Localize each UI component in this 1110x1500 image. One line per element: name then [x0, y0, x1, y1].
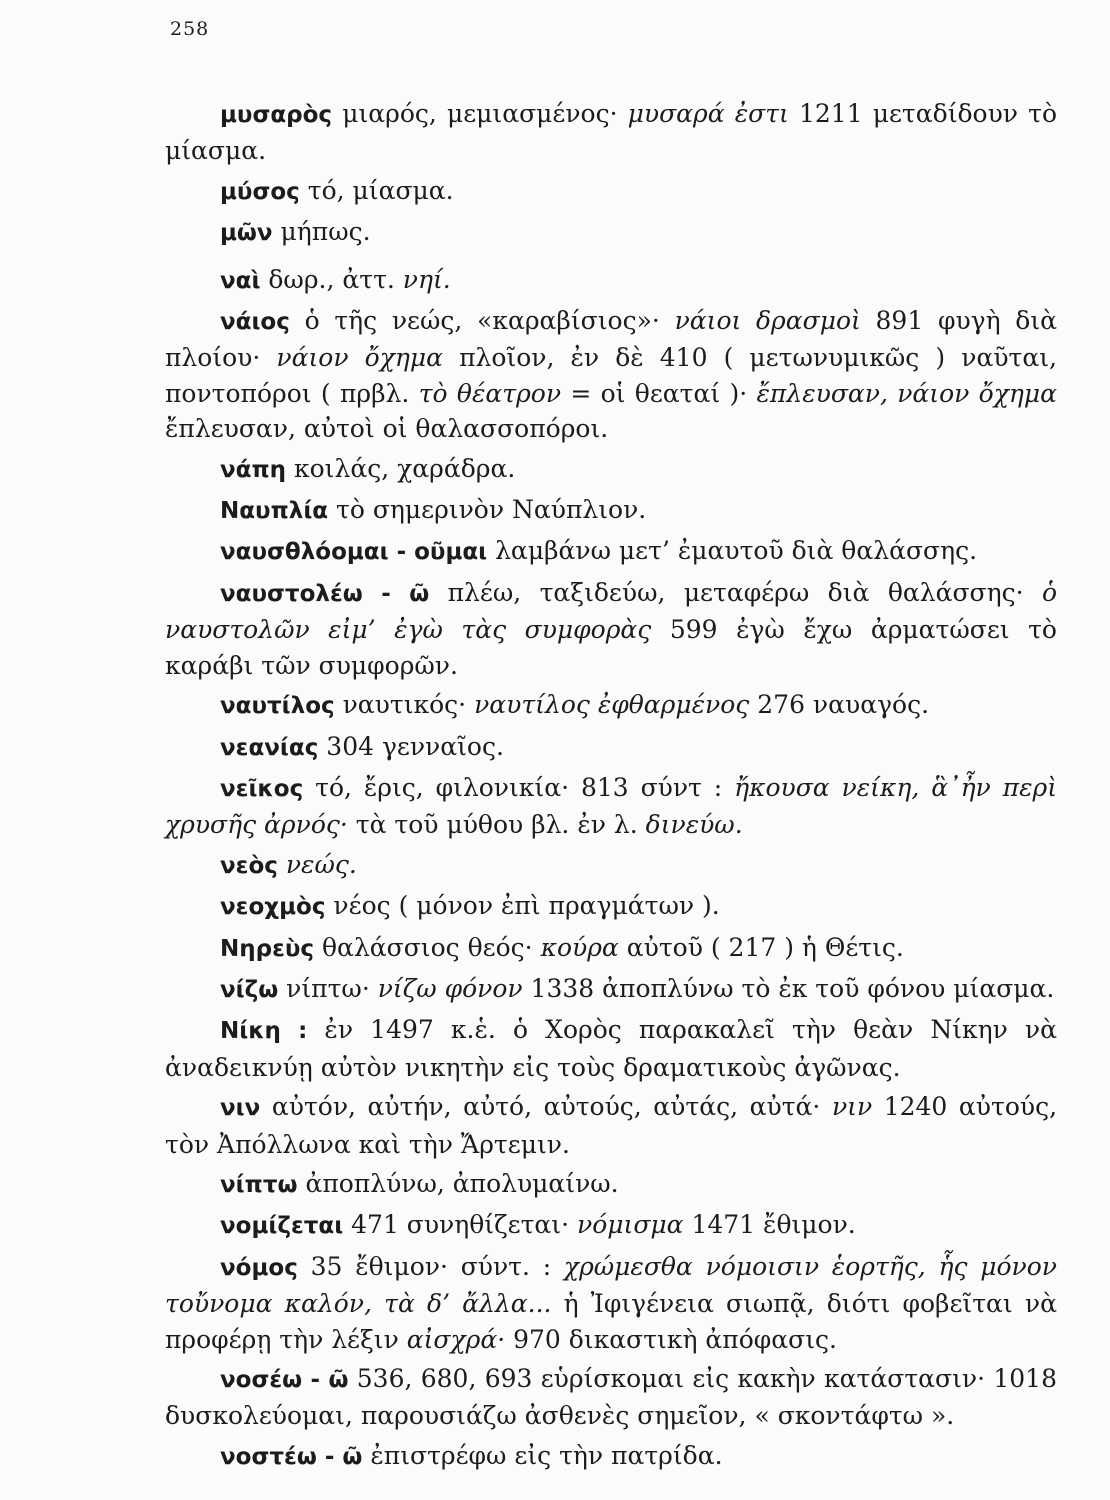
dictionary-entry: [165, 971, 1057, 1008]
entry-headword: νεοχμὸς: [220, 894, 326, 921]
entry-definition-text: λαμβάνω μετ’ ἐμαυτοῦ διὰ θαλάσσης.: [487, 536, 978, 566]
entry-definition-text: θαλάσσιος θεός·: [314, 932, 541, 962]
dictionary-entry: [165, 687, 1057, 724]
entry-headword: μῶν: [220, 220, 273, 247]
dictionary-entry: [165, 1207, 1057, 1244]
dictionary-entry: [165, 729, 1057, 766]
entry-definition-text: νίπτω·: [278, 973, 378, 1003]
entry-definition-text: 536, 680, 693 εὑρίσκομαι εἰς κακὴν κατάστασιν· 1018 δυσκολεύομαι, παρουσιάζω ἀσθενὲς σημεῖον, « σκοντάφτω ».: [165, 1364, 1057, 1431]
entry-definition-text: αὐτοῦ ( 217 ) ἡ Θέτις.: [618, 932, 904, 962]
entry-definition-text: τό, ἔρις, φιλονικία· 813 σύντ :: [303, 772, 735, 802]
entry-quotation: νεώς.: [285, 849, 357, 879]
entry-definition-text: δωρ., ἀττ.: [260, 264, 403, 294]
entry-quotation: νιν: [831, 1092, 873, 1122]
entry-definition-text: ναυτικός·: [334, 690, 475, 720]
dictionary-entry: [165, 173, 1057, 210]
entry-headword: ναὶ: [220, 267, 261, 294]
entry-headword: νοστέω - ῶ: [220, 1443, 363, 1470]
entry-definition-text: πλέω, ταξιδεύω, μεταφέρω διὰ θαλάσσης·: [429, 577, 1042, 607]
dictionary-entry: [165, 770, 1057, 843]
entry-quotation: κούρα: [540, 932, 619, 962]
dictionary-entry: [165, 1089, 1057, 1162]
entry-definition-text: ἀποπλύνω, ἀπολυμαίνω.: [297, 1168, 619, 1198]
entry-definition-text: 1338 ἀποπλύνω τὸ ἐκ τοῦ φόνου μίασμα.: [522, 973, 1055, 1003]
entry-headword: μύσος: [220, 178, 300, 205]
entry-headword: ναυτίλος: [220, 693, 335, 720]
entry-definition-text: μιαρός, μεμιασμένος·: [332, 99, 628, 128]
entry-quotation: ἔπλευσαν, νάιον ὄχημα: [756, 378, 1057, 408]
dictionary-entry: [165, 888, 1057, 925]
dictionary-entries: [165, 96, 1057, 1479]
entry-headword: νάπη: [220, 456, 287, 483]
entry-definition-text: τὸ σημερινὸν Ναύπλιον.: [328, 495, 647, 525]
entry-definition-text: ἐν 1497 κ.ἑ. ὁ Χορὸς παρακαλεῖ τὴν θεὰν Νίκην νὰ ἀναδεικνύῃ αὐτὸν νικητὴν εἰς τοὺς δραματικοὺς ἀγῶνας.: [165, 1015, 1057, 1082]
entry-definition-text: 1240 αὐτούς, τὸν Ἀπόλλωνα καὶ τὴν Ἄρτεμιν.: [165, 1092, 1058, 1159]
entry-quotation: νάιοι δρασμοὶ: [674, 306, 861, 336]
entry-definition-text: νέος ( μόνον ἐπὶ πραγμάτων ).: [325, 891, 720, 921]
entry-definition-text: 276 ναυαγός.: [749, 690, 930, 720]
dictionary-entry: [165, 262, 1057, 299]
entry-definition-text: ἔπλευσαν, αὐτοὶ οἱ θαλασσοπόροι.: [165, 414, 609, 444]
entry-quotation: νάιον ὄχημα: [276, 343, 443, 373]
entry-headword: ναυστολέω - ῶ: [220, 580, 430, 607]
entry-definition-text: 304 γενναῖος.: [318, 731, 504, 761]
dictionary-entry: [165, 1012, 1057, 1085]
entry-headword: νεανίας: [220, 734, 319, 761]
entry-headword: νομίζεται: [220, 1213, 344, 1240]
entry-definition-text: μήπως.: [272, 217, 371, 247]
entry-definition-text: 471 συνηθίζεται·: [343, 1210, 578, 1240]
dictionary-entry: [165, 533, 1057, 570]
dictionary-entry: [165, 1249, 1057, 1357]
entry-headword: νιν: [220, 1095, 261, 1122]
entry-quotation: νόμισμα: [577, 1210, 684, 1240]
dictionary-entry: [165, 1438, 1057, 1475]
entry-quotation: νηί.: [402, 264, 451, 294]
entry-quotation: αἰσχρά·: [406, 1324, 506, 1354]
page-number: 258: [170, 18, 210, 40]
entry-definition-text: 1471 ἔθιμον.: [683, 1210, 856, 1240]
dictionary-entry: [165, 492, 1057, 529]
entry-headword: Νίκη :: [220, 1018, 308, 1045]
dictionary-entry: [165, 214, 1057, 251]
entry-definition-text: πλοῖον, ἐν δὲ 410 ( μετωνυμικῶς ) ναῦται, ποντοπόροι ( πρβλ.: [165, 343, 1057, 408]
entry-definition-text: ὁ τῆς νεώς, «καραβίσιος»·: [289, 306, 675, 336]
entry-definition-text: 1211 μεταδίδουν τὸ μίασμα.: [165, 99, 1057, 166]
entry-headword: μυσαρὸς: [220, 102, 333, 128]
dictionary-entry: [165, 575, 1057, 683]
entry-quotation: δινεύω.: [645, 810, 743, 840]
entry-quotation: νίζω φόνον: [377, 973, 523, 1003]
entry-headword: νίζω: [220, 976, 279, 1003]
entry-definition-text: [278, 850, 286, 879]
entry-quotation: ἤκουσα νείκη, ἃ᾿ἦν περὶ χρυσῆς ἀρνός·: [165, 772, 1057, 840]
entry-definition-text: τό, μίασμα.: [299, 175, 454, 205]
entry-definition-text: = οἱ θεαταί )·: [561, 378, 757, 408]
entry-headword: Νηρεὺς: [220, 935, 315, 962]
entry-headword: νόμος: [220, 1254, 298, 1281]
entry-headword: νίπτω: [220, 1171, 298, 1198]
entry-headword: ναυσθλόομαι - οῦμαι: [220, 539, 488, 566]
entry-quotation: χρώμεσθα νόμοισιν ἑορτῆς, ἧς μόνον τοὔνομα καλόν, τὰ δ’ ἄλλα...: [165, 1251, 1057, 1319]
entry-quotation: μυσαρά ἐστι: [627, 99, 789, 128]
entry-definition-text: κοιλάς, χαράδρα.: [286, 453, 516, 483]
entry-headword: νάιος: [220, 309, 290, 336]
entry-quotation: ὁ ναυστολῶν εἰμ’ ἐγὼ τὰς συμφορὰς: [165, 577, 1057, 645]
dictionary-entry: [165, 303, 1057, 447]
entry-headword: νοσέω - ῶ: [220, 1367, 349, 1393]
entry-quotation: τὸ θέατρον: [418, 378, 562, 408]
dictionary-entry: [165, 930, 1057, 967]
dictionary-entry: [165, 847, 1057, 884]
entry-definition-text: 599 ἐγὼ ἔχω ἀρματώσει τὸ καράβι τῶν συμφορῶν.: [165, 615, 1057, 680]
entry-quotation: ναυτίλος ἐφθαρμένος: [474, 690, 750, 720]
entry-definition-text: ἐπιστρέφω εἰς τὴν πατρίδα.: [362, 1440, 723, 1470]
entry-definition-text: τὰ τοῦ μύθου βλ. ἐν λ.: [347, 810, 646, 840]
dictionary-entry: [165, 96, 1057, 169]
dictionary-entry: [165, 1361, 1057, 1434]
dictionary-entry: [165, 1166, 1057, 1203]
entry-headword: Ναυπλία: [220, 498, 329, 525]
entry-headword: νεὸς: [220, 852, 278, 879]
entry-definition-text: αὐτόν, αὐτήν, αὐτό, αὐτούς, αὐτάς, αὐτά·: [260, 1092, 832, 1122]
entry-definition-text: 891 φυγὴ διὰ πλοίου·: [165, 306, 1058, 373]
dictionary-entry: [165, 451, 1057, 488]
entry-definition-text: 970 δικαστικὴ ἀπόφασις.: [505, 1324, 837, 1354]
entry-definition-text: 35 ἔθιμον· σύντ. :: [297, 1251, 564, 1281]
entry-headword: νεῖκος: [220, 775, 304, 802]
entry-definition-text: ἡ Ἰφιγένεια σιωπᾷ, διότι φοβεῖται νὰ προφέρῃ τὴν λέξιν: [165, 1289, 1057, 1354]
